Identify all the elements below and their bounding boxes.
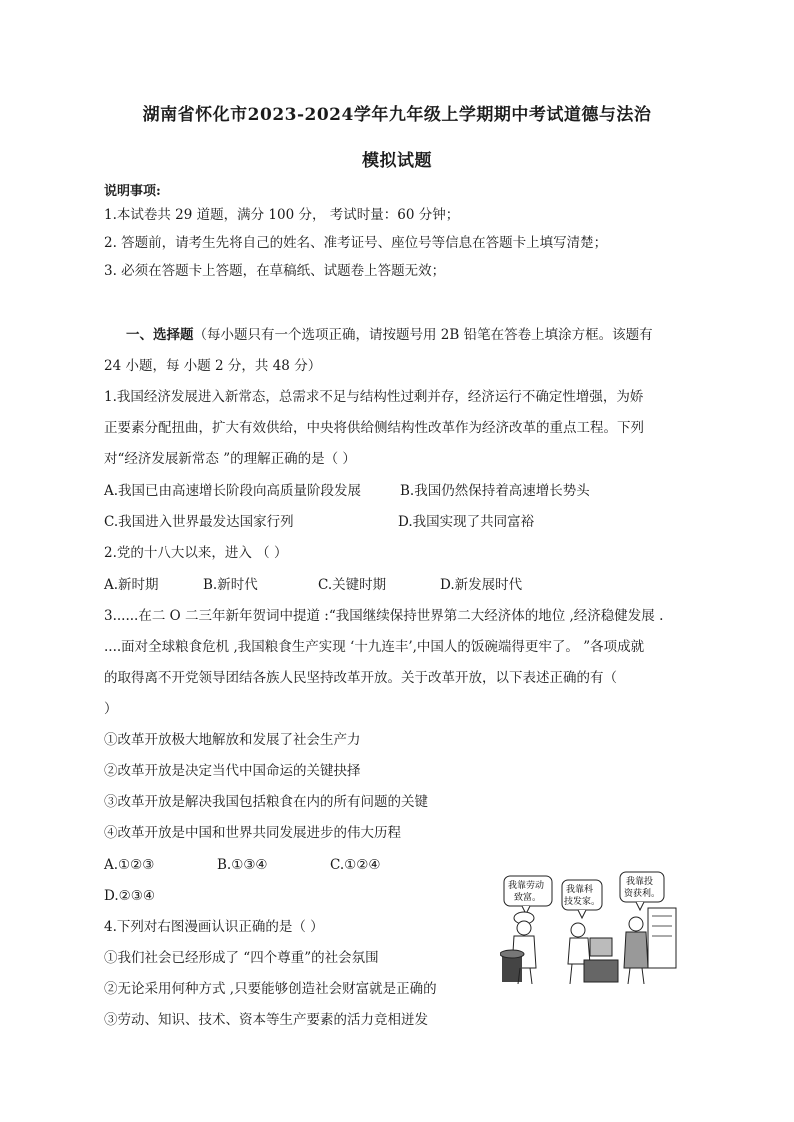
q4-statement: ③劳动、知识、技术、资本等生产要素的活力竞相迸发: [104, 1012, 428, 1028]
exam-title-line2: 模拟试题: [362, 151, 432, 171]
q1-stem-line: 1.我国经济发展进入新常态，总需求不足与结构性过剩并存，经济运行不确定性增强，为娇: [104, 389, 644, 405]
q3-option-a[interactable]: A.①②③: [104, 857, 155, 873]
q4-statement: ②无论采用何种方式 ,只要能够创造社会财富就是正确的: [104, 981, 437, 997]
q3-option-b[interactable]: B.①③④: [217, 857, 268, 873]
section-heading: [126, 326, 653, 344]
chef-figure: [500, 912, 536, 984]
q3-statement: ④改革开放是中国和世界共同发展进步的伟大历程: [104, 825, 401, 841]
bubble-tech-line1: 我靠科: [566, 885, 594, 895]
q2-option-a[interactable]: A.新时期: [104, 577, 159, 593]
q1-option-a[interactable]: A.我国已由高速增长阶段向高质量阶段发展: [104, 483, 362, 499]
q3-stem-line: ）: [104, 701, 118, 717]
q3-statement: ①改革开放极大地解放和发展了社会生产力: [104, 732, 361, 748]
tech-worker-figure: [568, 923, 618, 984]
q4-statement: ①我们社会已经形成了 “四个尊重”的社会氛围: [104, 950, 379, 966]
investor-figure: [624, 908, 676, 984]
instructions-heading: 说明事项:: [104, 184, 161, 199]
q3-statement: ③改革开放是解决我国包括粮食在内的所有问题的关键: [104, 794, 428, 810]
q3-stem-line: 3......在二 O 二三年新年贺词中提道 :“我国继续保持世界第二大经济体的地位 ,经济稳健发展 .: [104, 608, 664, 624]
bubble-investment-line2: 资获利。: [624, 889, 661, 899]
q2-option-b[interactable]: B.新时代: [203, 577, 258, 593]
bubble-labor-line2: 致富。: [514, 893, 542, 903]
q1-stem-line: 正要素分配扭曲，扩大有效供给，中央将供给侧结构性改革作为经济改革的重点工程。下列: [104, 420, 644, 436]
section-description: （每小题只有一个选项正确，请按题号用 2B 铅笔在答卷上填涂方框。该题有: [193, 327, 653, 343]
q4-stem: 4.下列对右图漫画认识正确的是（ ）: [104, 919, 324, 935]
q1-option-b[interactable]: B.我国仍然保持着高速增长势头: [400, 483, 590, 499]
q3-statement: ②改革开放是决定当代中国命运的关键抉择: [104, 763, 361, 779]
q2-option-c[interactable]: C.关键时期: [318, 577, 387, 593]
section-title: 一、选择题: [126, 327, 194, 343]
q2-stem: 2.党的十八大以来，进入 （ ）: [104, 545, 288, 561]
cartoon-image: [500, 868, 678, 988]
q1-stem-line: 对“经济发展新常态 ”的理解正确的是（ ）: [104, 451, 356, 467]
q3-stem-line: 的取得离不开党领导团结各族人民坚持改革开放。关于改革开放，以下表述正确的有（: [104, 670, 617, 686]
q2-option-d[interactable]: D.新发展时代: [440, 577, 523, 593]
instruction-item: 1.本试卷共 29 道题，满分 100 分， 考试时量：60 分钟；: [104, 207, 460, 223]
q3-option-c[interactable]: C.①②④: [330, 857, 381, 873]
exam-title-line1: 湖南省怀化市2023-2024学年九年级上学期期中考试道德与法治: [142, 105, 652, 125]
q3-stem-line: ....面对全球粮食危机 ,我国粮食生产实现 ‘十九连丰’,中国人的饭碗端得更牢了。 ”各项成就: [104, 639, 645, 655]
q1-option-c[interactable]: C.我国进入世界最发达国家行列: [104, 514, 294, 530]
q3-option-d[interactable]: D.②③④: [104, 888, 155, 904]
bubble-labor-line1: 我靠劳动: [508, 881, 545, 891]
instruction-item: 2. 答题前，请考生先将自己的姓名、准考证号、座位号等信息在答题卡上填写清楚；: [104, 235, 608, 251]
bubble-investment-line1: 我靠投: [626, 877, 654, 887]
bubble-tech-line2: 技发家。: [564, 897, 601, 907]
instruction-item: 3. 必须在答题卡上答题，在草稿纸、试题卷上答题无效；: [104, 263, 446, 279]
section-description-cont: 24 小题，每 小题 2 分，共 48 分）: [104, 358, 322, 374]
q1-option-d[interactable]: D.我国实现了共同富裕: [398, 514, 535, 530]
